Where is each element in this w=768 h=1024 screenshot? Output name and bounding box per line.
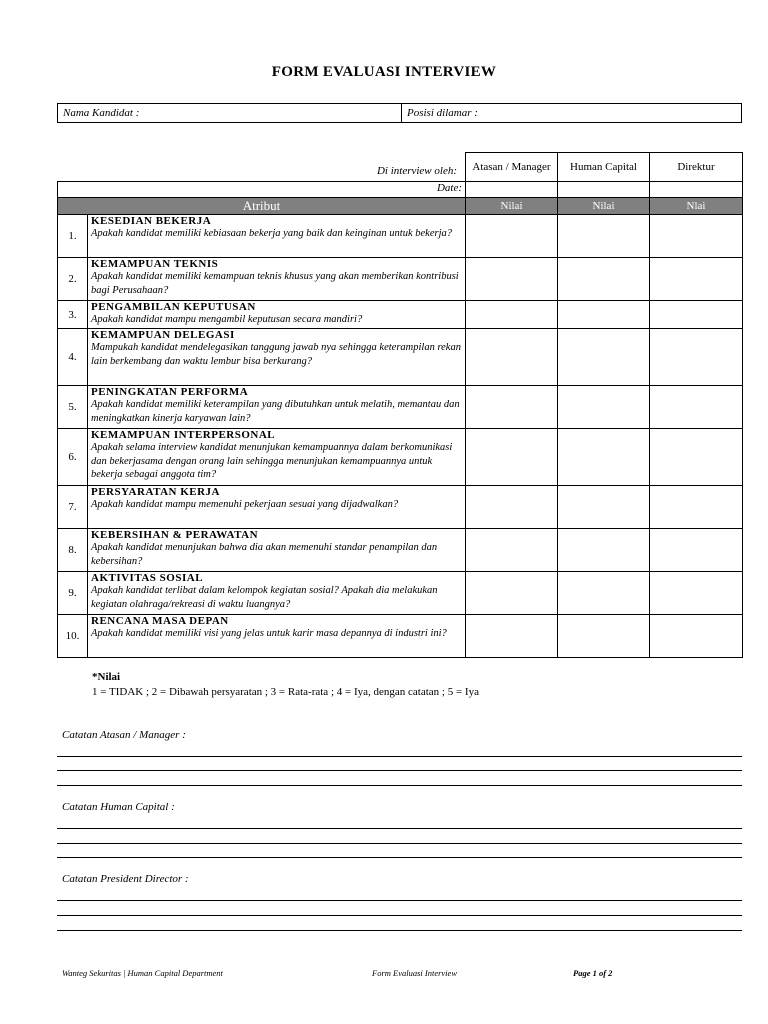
table-row [58,301,743,329]
attribute-title: RENCANA MASA DEPAN [91,615,229,627]
row-number: 7. [58,486,88,529]
attribute-question: Apakah kandidat memiliki visi yang jelas untuk karir masa depannya di industri ini? [91,628,447,639]
score-cell-hc[interactable] [558,386,650,429]
score-cell-manager[interactable] [466,572,558,615]
attribute-title: PENINGKATAN PERFORMA [91,386,249,398]
row-number: 10. [58,615,88,658]
candidate-name-label: Nama Kandidat : [63,107,140,119]
attribute-question: Apakah kandidat memiliki kebiasaan bekerja yang baik dan keinginan untuk bekerja? [91,228,452,239]
row-number: 4. [58,329,88,386]
score-cell-manager[interactable] [466,486,558,529]
score-cell-director[interactable] [650,429,743,486]
table-row [58,529,743,572]
footer-form-name: Form Evaluasi Interview [372,968,457,978]
score-cell-hc[interactable] [558,529,650,572]
score-cell-director[interactable] [650,329,743,386]
hc-notes-line[interactable] [57,843,742,844]
table-row [58,386,743,429]
hc-notes-line[interactable] [57,857,742,858]
atribut-header: Atribut [58,198,466,215]
candidate-info-table [57,103,742,123]
score-cell-hc[interactable] [558,258,650,301]
score-cell-director[interactable] [650,529,743,572]
candidate-name-field[interactable] [58,104,402,123]
score-legend-title: *Nilai [92,671,121,683]
score-cell-manager[interactable] [466,429,558,486]
attribute-title: PERSYARATAN KERJA [91,486,221,498]
score-cell-director[interactable] [650,386,743,429]
interviewed-by-label: Di interview oleh: [88,153,466,182]
date-cell-hc[interactable] [558,182,650,198]
row-number: 1. [58,215,88,258]
attribute-title: KEMAMPUAN TEKNIS [91,258,219,270]
score-cell-manager[interactable] [466,329,558,386]
score-cell-director[interactable] [650,615,743,658]
manager-notes-label: Catatan Atasan / Manager : [62,729,186,741]
table-row [58,429,743,486]
score-cell-manager[interactable] [466,529,558,572]
score-legend [92,670,479,700]
score-cell-director[interactable] [650,258,743,301]
table-row [58,329,743,386]
score-cell-director[interactable] [650,572,743,615]
score-cell-manager[interactable] [466,258,558,301]
evaluation-table [57,152,743,658]
date-cell-director[interactable] [650,182,743,198]
attribute-question: Apakah kandidat menunjukan bahwa dia akan memenuhi standar penampilan dan kebersihan? [91,542,438,567]
score-cell-hc[interactable] [558,572,650,615]
form-title: FORM EVALUASI INTERVIEW [271,64,497,80]
score-cell-hc[interactable] [558,329,650,386]
score-header-director: Nlai [650,198,743,215]
director-notes-label: Catatan President Director : [62,873,189,885]
table-row [58,572,743,615]
footer-company: Wanteg Sekuritas | Human Capital Department [62,968,223,978]
footer-page-number: Page 1 of 2 [573,968,613,978]
attribute-question: Apakah kandidat memiliki keterampilan yang dibutuhkan untuk melatih, memantau dan meningkatkan kinerja karyawan lain? [91,399,460,424]
table-row [58,486,743,529]
attribute-title: PENGAMBILAN KEPUTUSAN [91,301,256,313]
score-cell-hc[interactable] [558,615,650,658]
interviewer-manager-header: Atasan / Manager [466,153,558,182]
manager-notes-line[interactable] [57,756,742,757]
attribute-question: Apakah selama interview kandidat menunjukan kemampuannya dalam berkomunikasi dan bekerjasama dengan orang lain sehingga menunjukan kemampuannya untuk bekerja sebagai anggota tim? [91,442,453,480]
position-applied-label: Posisi dilamar : [407,107,478,119]
attribute-title: KEBERSIHAN & PERAWATAN [91,529,259,541]
attribute-question: Mampukah kandidat mendelegasikan tanggung jawab nya sehingga keterampilan rekan lain berkembang dan waktu lembur bisa berkurang? [91,342,461,367]
row-number: 6. [58,429,88,486]
director-notes-line[interactable] [57,900,742,901]
row-number: 8. [58,529,88,572]
attribute-title: KESEDIAN BEKERJA [91,215,212,227]
interviewer-hc-header: Human Capital [558,153,650,182]
director-notes-line[interactable] [57,930,742,931]
score-cell-hc[interactable] [558,429,650,486]
score-cell-manager[interactable] [466,301,558,329]
attribute-question: Apakah kandidat memiliki kemampuan teknis khusus yang akan memberikan kontribusi bagi Perusahaan? [91,271,459,296]
date-label: Date: [58,182,466,198]
score-cell-hc[interactable] [558,486,650,529]
score-legend-text: 1 = TIDAK ; 2 = Dibawah persyaratan ; 3 = Rata-rata ; 4 = Iya, dengan catatan ; 5 = Iya [92,686,479,698]
attribute-title: KEMAMPUAN INTERPERSONAL [91,429,276,441]
score-cell-manager[interactable] [466,615,558,658]
row-number: 9. [58,572,88,615]
table-row [58,258,743,301]
score-cell-hc[interactable] [558,215,650,258]
attribute-title: KEMAMPUAN DELEGASI [91,329,235,341]
score-cell-hc[interactable] [558,301,650,329]
position-applied-field[interactable] [402,104,742,123]
score-cell-director[interactable] [650,215,743,258]
row-number: 3. [58,301,88,329]
manager-notes-line[interactable] [57,785,742,786]
score-cell-manager[interactable] [466,215,558,258]
table-row [58,215,743,258]
attribute-question: Apakah kandidat terlibat dalam kelompok kegiatan sosial? Apakah dia melakukan kegiatan olahraga/rekreasi di waktu luangnya? [91,585,438,610]
attribute-title: AKTIVITAS SOSIAL [91,572,204,584]
score-header-hc: Nilai [558,198,650,215]
director-notes-line[interactable] [57,915,742,916]
score-cell-manager[interactable] [466,386,558,429]
table-row [58,615,743,658]
score-cell-director[interactable] [650,486,743,529]
interviewer-director-header: Direktur [650,153,743,182]
score-cell-director[interactable] [650,301,743,329]
score-header-manager: Nilai [466,198,558,215]
attribute-question: Apakah kandidat mampu mengambil keputusan secara mandiri? [91,314,363,325]
row-number: 5. [58,386,88,429]
hc-notes-line[interactable] [57,828,742,829]
attribute-question: Apakah kandidat mampu memenuhi pekerjaan sesuai yang dijadwalkan? [91,499,399,510]
date-cell-manager[interactable] [466,182,558,198]
hc-notes-label: Catatan Human Capital : [62,801,175,813]
manager-notes-line[interactable] [57,770,742,771]
row-number: 2. [58,258,88,301]
